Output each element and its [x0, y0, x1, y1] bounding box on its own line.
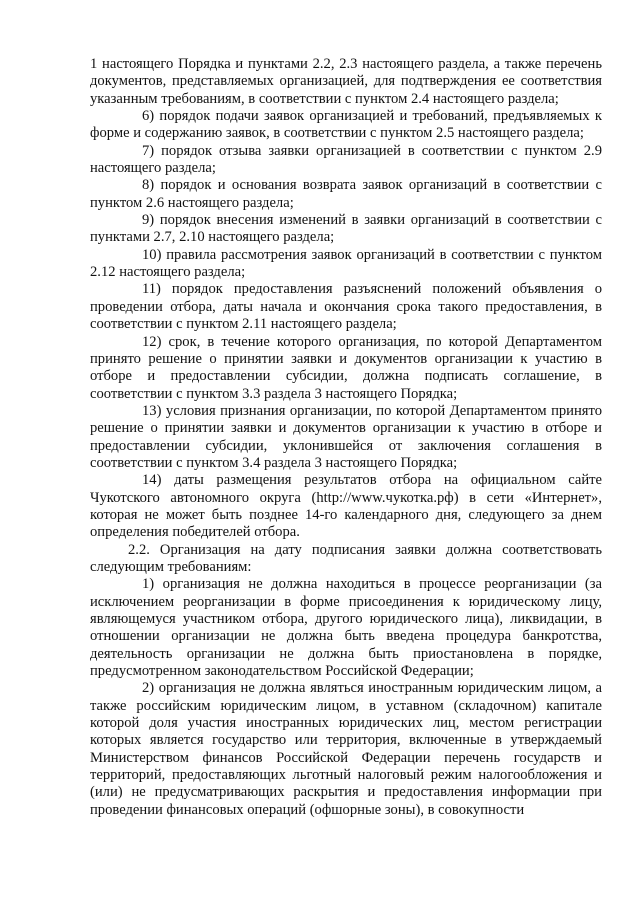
- paragraph-item-9: 9) порядок внесения изменений в заявки организаций в соответствии с пунктами 2.7, 2.10 настоящего раздела;: [90, 212, 602, 246]
- paragraph-section-2-2: 2.2. Организация на дату подписания заявки должна соответствовать следующим требованиям:: [90, 541, 602, 575]
- paragraph-item-6: 6) порядок подачи заявок организацией и требований, предъявляемых к форме и содержанию заявок, в соответствии с пунктом 2.5 настоящего раздела;: [90, 108, 602, 142]
- paragraph-item-8: 8) порядок и основания возврата заявок организаций в соответствии с пунктом 2.6 настоящего раздела;: [90, 177, 602, 211]
- paragraph-requirement-2: 2) организация не должна являться иностранным юридическим лицом, а также российским юридическим лицом, в уставном (складочном) капитале которой доля участия иностранных юридических лиц, местом регистрации которых является государство или территория, включенные в утверждаемый Министерством финансов Российской Федерации перечень государств и территорий, предоставляющих льготный налоговый режим налогообложения и (или) не предусматривающих раскрытия и предоставления информации при проведении финансовых операций (офшорные зоны), в совокупности: [90, 680, 602, 818]
- paragraph-item-7: 7) порядок отзыва заявки организацией в соответствии с пунктом 2.9 настоящего раздела;: [90, 142, 602, 177]
- paragraph-item-14: 14) даты размещения результатов отбора на официальном сайте Чукотского автономного округа (http://www.чукотка.рф) в сети «Интернет», которая не может быть позднее 14-го календарного дня, следующего за днем определения победителей отбора.: [90, 472, 602, 541]
- paragraph-item-11: 11) порядок предоставления разъяснений положений объявления о проведении отбора, даты начала и окончания срока такого предоставления, в соответствии с пунктом 2.11 настоящего раздела;: [90, 281, 602, 333]
- paragraph-continuation: 1 настоящего Порядка и пунктами 2.2, 2.3 настоящего раздела, а также перечень документов, представляемых организацией, для подтверждения ее соответствия указанным требованиям, в соответствии с пунктом 2.4 настоящего раздела;: [90, 56, 602, 107]
- paragraph-requirement-1: 1) организация не должна находиться в процессе реорганизации (за исключением реорганизации в форме присоединения к юридическому лицу, являющемуся участником отбора, другого юридического лица), ликвидации, в отношении организации не должна быть введена процедура банкротства, деятельность организации не должна быть приостановлена в порядке, предусмотренном законодательством Российской Федерации;: [90, 576, 602, 680]
- paragraph-item-10: 10) правила рассмотрения заявок организаций в соответствии с пунктом 2.12 настоящего раздела;: [90, 246, 602, 281]
- paragraph-item-13: 13) условия признания организации, по которой Департаментом принято решение о принятии заявки и документов организации к участию в отборе и предоставлении субсидии, уклонившейся от заключения соглашения в соответствии с пунктом 3.4 раздела 3 настоящего Порядка;: [90, 402, 602, 471]
- document-body: [90, 56, 602, 819]
- paragraph-item-12: 12) срок, в течение которого организация, по которой Департаментом принято решение о принятии заявки и документов организации к участию в отборе и предоставлении субсидии, должна подписать соглашение, в соответствии с пунктом 3.3 раздела 3 настоящего Порядка;: [90, 333, 602, 402]
